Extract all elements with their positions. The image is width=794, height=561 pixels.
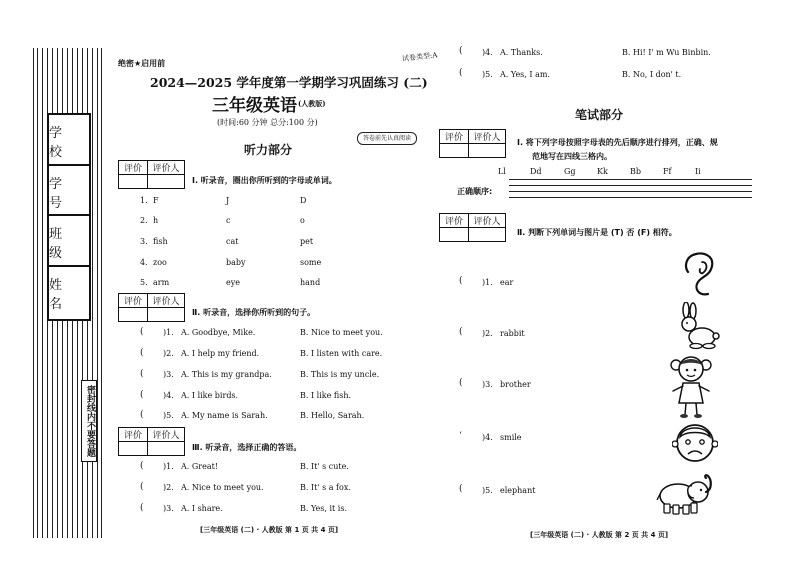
item-number: )5.: [482, 70, 493, 79]
listening-title: 听力部分: [244, 143, 293, 157]
answer-blank[interactable]: (: [459, 68, 463, 78]
option-c[interactable]: pet: [300, 237, 314, 246]
page-footer-right: [三年级英语 (二) · 人教版 第 2 页 共 4 页]: [530, 531, 669, 539]
letter-item: Ll: [498, 167, 506, 176]
name-field[interactable]: [47, 265, 91, 321]
item-number: )2.: [163, 349, 174, 358]
section-instruction: Ⅲ. 听录音，选择正确的答语。: [192, 443, 302, 452]
option-b[interactable]: J: [226, 196, 230, 205]
answer-blank[interactable]: (: [140, 327, 144, 337]
name-label: 姓 名: [49, 278, 69, 312]
binding-line: [42, 48, 43, 538]
option-c[interactable]: hand: [300, 278, 321, 287]
secret-label: 绝密★启用前: [118, 59, 166, 68]
score-header-1: 评价: [119, 161, 148, 175]
exam-subject: 三年级英语: [212, 96, 297, 116]
reading-stamp: 答卷前先认真阅读: [357, 132, 417, 145]
score-header-1: 评价: [119, 428, 148, 442]
option-a[interactable]: h: [153, 216, 159, 225]
option-b: B. It' s cute.: [300, 462, 349, 471]
school-field[interactable]: [47, 113, 91, 169]
reviewer-cell[interactable]: [469, 228, 506, 242]
item-number: 2.: [140, 216, 148, 225]
score-table: [439, 129, 506, 158]
option-a: A. My name is Sarah.: [181, 411, 268, 420]
section-instruction: Ⅱ. 听录音，选择你所听到的句子。: [192, 308, 316, 317]
reviewer-cell[interactable]: [148, 442, 185, 456]
item-number: )5.: [163, 411, 174, 420]
answer-blank[interactable]: (: [459, 378, 463, 388]
answer-blank[interactable]: (: [140, 461, 144, 471]
exam-time-score: (时间:60 分钟 总分:100 分): [217, 118, 318, 127]
option-b[interactable]: cat: [226, 237, 239, 246]
binding-line: [37, 48, 38, 538]
answer-blank[interactable]: (: [140, 503, 144, 513]
letter-item: Bb: [630, 167, 641, 176]
section-instruction: Ⅱ. 判断下列单词与图片是 (T) 否 (F) 相符。: [517, 228, 677, 237]
item-word: brother: [500, 380, 531, 389]
option-a[interactable]: F: [153, 196, 159, 205]
answer-blank[interactable]: (: [459, 46, 463, 56]
binding-line: [33, 48, 34, 538]
score-cell[interactable]: [119, 308, 148, 322]
student-no-field[interactable]: [47, 164, 91, 220]
answer-blank[interactable]: (: [459, 327, 463, 337]
class-label: 班 级: [49, 227, 69, 261]
reviewer-cell[interactable]: [148, 308, 185, 322]
score-header-2: 评价人: [148, 428, 185, 442]
score-cell[interactable]: [440, 144, 469, 158]
option-b: B. Hello, Sarah.: [300, 411, 365, 420]
paper-type-mark: 试卷类型:A: [401, 51, 438, 63]
item-number: )1.: [163, 328, 174, 337]
letter-item: Ff: [663, 167, 672, 176]
item-word: elephant: [500, 486, 536, 495]
option-a: A. Thanks.: [500, 48, 543, 57]
item-number: )3.: [163, 504, 174, 513]
item-word: rabbit: [500, 329, 525, 338]
score-header-2: 评价人: [148, 161, 185, 175]
item-number: 4.: [140, 258, 148, 267]
letter-item: Kk: [597, 167, 608, 176]
option-b: B. Nice to meet you.: [300, 328, 383, 337]
score-header-1: 评价: [440, 130, 469, 144]
answer-blank[interactable]: (: [459, 276, 463, 286]
option-a[interactable]: zoo: [153, 258, 167, 267]
answer-blank[interactable]: (: [140, 390, 144, 400]
option-a: A. This is my grandpa.: [181, 370, 272, 379]
score-table: [118, 427, 185, 456]
option-b: B. No, I don' t.: [622, 70, 682, 79]
answer-label: 正确顺序:: [457, 187, 493, 196]
score-table: [118, 293, 185, 322]
option-a: A. Goodbye, Mike.: [181, 328, 256, 337]
score-table: [118, 160, 185, 189]
item-number: 1.: [140, 196, 148, 205]
item-number: )3.: [482, 380, 493, 389]
item-number: 3.: [140, 237, 148, 246]
elephant-icon: [656, 470, 720, 516]
option-b: B. This is my uncle.: [300, 370, 380, 379]
section-instruction-line-2: 范地写在四线三格内。: [532, 152, 612, 161]
option-b: B. Hi! I' m Wu Binbin.: [622, 48, 711, 57]
item-word: smile: [500, 433, 522, 442]
grid-line: [509, 191, 752, 192]
grid-line: [509, 185, 752, 186]
score-header-2: 评价人: [148, 294, 185, 308]
binding-line: [97, 48, 98, 538]
item-number: )4.: [482, 433, 493, 442]
option-c[interactable]: o: [300, 216, 305, 225]
item-number: 5.: [140, 278, 148, 287]
option-a: A. I share.: [181, 504, 223, 513]
score-header-1: 评价: [119, 294, 148, 308]
rabbit-icon: [672, 302, 722, 350]
item-number: )3.: [163, 370, 174, 379]
binding-line: [92, 48, 93, 538]
sad-face-icon: [672, 421, 718, 465]
reviewer-cell[interactable]: [469, 144, 506, 158]
option-b: B. Yes, it is.: [300, 504, 347, 513]
answer-blank[interactable]: ‘: [459, 431, 462, 441]
section-instruction: Ⅰ. 听录音，圈出你所听到的字母或单词。: [192, 176, 337, 185]
page-footer-left: [三年级英语 (二) · 人教版 第 1 页 共 4 页]: [200, 526, 339, 534]
score-header-2: 评价人: [469, 214, 506, 228]
score-cell[interactable]: [119, 175, 148, 189]
item-word: ear: [500, 278, 514, 287]
section-instruction-line-1: Ⅰ. 将下列字母按照字母表的先后顺序进行排列，正确、规: [517, 138, 718, 147]
exam-edition: (人教版): [298, 99, 326, 108]
option-a: A. I help my friend.: [181, 349, 260, 358]
answer-blank[interactable]: (: [459, 484, 463, 494]
option-a[interactable]: fish: [153, 237, 168, 246]
ear-icon: [680, 250, 720, 298]
writing-title: 笔试部分: [575, 108, 624, 122]
option-a: A. Nice to meet you.: [181, 483, 264, 492]
reviewer-cell[interactable]: [148, 175, 185, 189]
option-b[interactable]: eye: [226, 278, 240, 287]
item-number: )5.: [482, 486, 493, 495]
letter-item: Ii: [695, 167, 701, 176]
letter-item: Gg: [564, 167, 576, 176]
class-field[interactable]: [47, 214, 91, 270]
item-number: )1.: [482, 278, 493, 287]
student-no-label: 学 号: [49, 177, 69, 211]
option-c[interactable]: D: [300, 196, 307, 205]
item-number: )2.: [163, 483, 174, 492]
option-b: B. It' s a fox.: [300, 483, 351, 492]
answer-blank[interactable]: (: [140, 348, 144, 358]
score-table: [439, 213, 506, 242]
option-a: A. Great!: [181, 462, 219, 471]
answer-blank[interactable]: (: [140, 369, 144, 379]
grid-line: [509, 197, 752, 198]
score-cell[interactable]: [119, 442, 148, 456]
answer-blank[interactable]: (: [140, 410, 144, 420]
option-b[interactable]: baby: [226, 258, 246, 267]
option-c[interactable]: some: [300, 258, 322, 267]
school-label: 学 校: [49, 126, 69, 160]
item-number: )4.: [163, 391, 174, 400]
score-cell[interactable]: [440, 228, 469, 242]
seal-notice: 密封线内不要答题: [81, 380, 97, 462]
item-number: )1.: [163, 462, 174, 471]
score-header-2: 评价人: [469, 130, 506, 144]
option-b: B. I like fish.: [300, 391, 352, 400]
binding-line: [101, 48, 102, 538]
letter-item: Dd: [530, 167, 542, 176]
score-header-1: 评价: [440, 214, 469, 228]
option-b[interactable]: c: [226, 216, 231, 225]
answer-blank[interactable]: (: [140, 482, 144, 492]
option-a: A. I like birds.: [181, 391, 239, 400]
girl-icon: [669, 353, 713, 419]
option-a: A. Yes, I am.: [500, 70, 550, 79]
option-a[interactable]: arm: [153, 278, 170, 287]
exam-title: 2024—2025 学年度第一学期学习巩固练习 (二): [150, 75, 428, 90]
item-number: )2.: [482, 329, 493, 338]
item-number: )4.: [482, 48, 493, 57]
grid-line: [509, 179, 752, 180]
option-b: B. I listen with care.: [300, 349, 383, 358]
